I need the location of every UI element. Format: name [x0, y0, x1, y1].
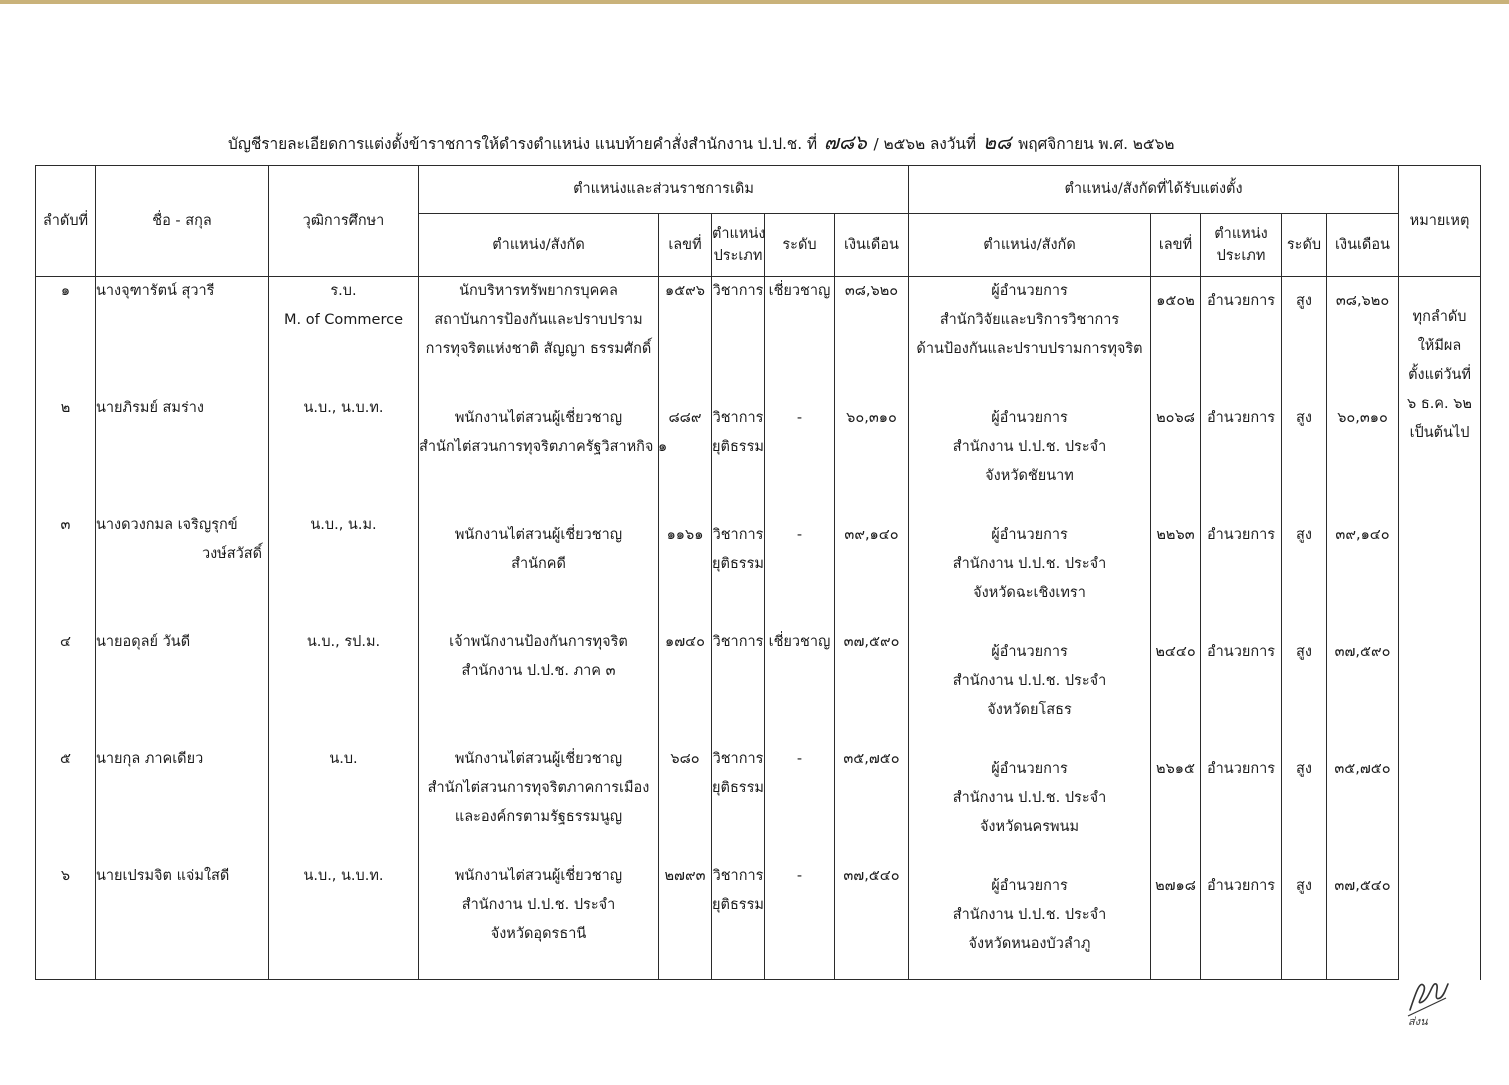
old-type-line2: ยุติธรรม — [712, 779, 764, 796]
person-name: นายกุล ภาคเดียว — [96, 750, 204, 767]
header-new-position: ตำแหน่ง/สังกัด — [909, 214, 1151, 277]
new-position-line3: จังหวัดยโสธร — [987, 701, 1072, 718]
order-number: ๗๘๖ — [823, 130, 867, 154]
education-cell — [269, 862, 419, 980]
new-level-cell — [1282, 277, 1327, 394]
remark-cell — [1399, 277, 1481, 980]
person-name: นายอดุลย์ วันดี — [96, 633, 191, 650]
seq-cell: ๑ — [36, 277, 96, 394]
new-position-line3: ด้านป้องกันและปราบปรามการทุจริต — [916, 341, 1143, 357]
old-salary-cell: ๓๕,๗๕๐ — [835, 745, 909, 862]
old-number-cell — [659, 511, 712, 628]
new-number-cell — [1151, 745, 1201, 862]
header-old-position: ตำแหน่ง/สังกัด — [419, 214, 659, 277]
old-level-cell: - — [765, 862, 835, 980]
old-type-cell — [712, 511, 765, 628]
new-position-cell — [909, 277, 1151, 394]
old-position-line2: สำนักไต่สวนการทุจริตภาครัฐวิสาหกิจ ๑ — [419, 438, 668, 455]
education: ร.บ. — [330, 283, 357, 299]
table-row — [36, 277, 1481, 394]
new-salary: ๓๘,๖๒๐ — [1335, 293, 1390, 309]
old-position-cell — [419, 745, 659, 862]
name-cell — [96, 862, 269, 980]
education-cell — [269, 628, 419, 745]
scan-edge — [0, 0, 1509, 4]
old-type-cell — [712, 277, 765, 394]
document-title — [228, 126, 1338, 158]
new-position-block — [909, 628, 1150, 725]
order-day: ๒๘ — [982, 130, 1012, 154]
new-position-cell — [909, 862, 1151, 980]
new-number-cell — [1151, 628, 1201, 745]
remark-line2: ให้มีผล — [1417, 338, 1462, 354]
old-number: ๘๘๙ — [668, 409, 702, 426]
old-type: วิชาการ — [712, 867, 764, 884]
education-cell — [269, 277, 419, 394]
remark-line4: ๖ ธ.ค. ๖๒ — [1407, 396, 1472, 412]
new-position-line2: สำนักงาน ป.ป.ช. ประจำ — [952, 672, 1107, 689]
new-number-cell — [1151, 277, 1201, 394]
new-level: สูง — [1296, 760, 1312, 777]
header-old-type: ตำแหน่งประเภท — [712, 214, 765, 277]
education: น.บ., น.บ.ท. — [303, 867, 384, 884]
new-type: อำนวยการ — [1206, 643, 1276, 660]
table-row — [36, 628, 1481, 745]
person-name: นางดวงกมล เจริญรุกข์ — [96, 516, 238, 533]
name-cell — [96, 511, 269, 628]
remark-line5: เป็นต้นไป — [1409, 425, 1470, 441]
table-row — [36, 394, 1481, 511]
old-position-line1: เจ้าพนักงานป้องกันการทุจริต — [449, 633, 628, 650]
header-seq: ลำดับที่ — [36, 166, 96, 277]
new-position-cell — [909, 745, 1151, 862]
seq-cell: ๒ — [36, 394, 96, 511]
old-type: วิชาการ — [712, 750, 764, 767]
header-old-group: ตำแหน่งและส่วนราชการเดิม — [419, 166, 909, 214]
new-salary: ๓๗,๕๔๐ — [1334, 877, 1391, 894]
old-type: วิชาการ — [712, 283, 764, 299]
table-row — [36, 862, 1481, 980]
new-number: ๒๗๑๘ — [1155, 877, 1196, 894]
education: น.บ., รป.ม. — [306, 633, 381, 650]
new-number: ๒๖๑๕ — [1156, 760, 1195, 777]
new-level: สูง — [1296, 293, 1312, 309]
title-month: พฤศจิกายน พ.ศ. ๒๕๖๒ — [1018, 135, 1175, 153]
new-position-line1: ผู้อำนวยการ — [991, 283, 1068, 299]
header-old-number: เลขที่ — [659, 214, 712, 277]
person-name: นายภิรมย์ สมร่าง — [96, 399, 204, 416]
new-position-line1: ผู้อำนวยการ — [991, 409, 1068, 426]
old-position-cell — [419, 511, 659, 628]
header-old-level: ระดับ — [765, 214, 835, 277]
new-type-cell — [1201, 394, 1282, 511]
old-position-line2: สำนักงาน ป.ป.ช. ภาค ๓ — [461, 662, 616, 679]
new-type: อำนวยการ — [1206, 409, 1276, 426]
title-text: บัญชีรายละเอียดการแต่งตั้งข้าราชการให้ดำรงตำแหน่ง แนบท้ายคำสั่งสำนักงาน ป.ป.ช. ที่ — [228, 135, 817, 153]
new-position-line1: ผู้อำนวยการ — [991, 760, 1068, 777]
new-position-block — [909, 394, 1150, 491]
remark-line3: ตั้งแต่วันที่ — [1408, 367, 1471, 383]
new-salary-cell — [1327, 745, 1399, 862]
new-type: อำนวยการ — [1206, 877, 1276, 894]
old-salary-cell: ๓๗,๕๔๐ — [835, 862, 909, 980]
new-position-cell — [909, 628, 1151, 745]
old-type: วิชาการ — [712, 526, 764, 543]
new-position-block — [909, 862, 1150, 959]
old-position-block — [419, 511, 658, 579]
old-type-line2: ยุติธรรม — [712, 896, 764, 913]
old-type: วิชาการ — [712, 409, 764, 426]
new-type-cell — [1201, 277, 1282, 394]
seq-cell: ๔ — [36, 628, 96, 745]
new-salary: ๓๕,๗๕๐ — [1334, 760, 1391, 777]
new-position-line2: สำนักงาน ป.ป.ช. ประจำ — [952, 789, 1107, 806]
new-position-line2: สำนักวิจัยและบริการวิชาการ — [939, 312, 1120, 328]
new-level-cell — [1282, 394, 1327, 511]
old-type-cell — [712, 628, 765, 745]
new-level: สูง — [1296, 409, 1312, 426]
old-type: วิชาการ — [712, 633, 764, 650]
table-row — [36, 511, 1481, 628]
old-number-cell: ๖๘๐ — [659, 745, 712, 862]
new-salary-cell — [1327, 394, 1399, 511]
old-position-cell — [419, 862, 659, 980]
new-salary-cell — [1327, 511, 1399, 628]
new-number: ๒๐๖๘ — [1156, 409, 1195, 426]
new-type: อำนวยการ — [1206, 293, 1276, 309]
old-position-line2: สำนักคดี — [511, 555, 566, 572]
new-position-block — [909, 511, 1150, 608]
old-level-cell: เชี่ยวชาญ — [765, 277, 835, 394]
header-old-salary: เงินเดือน — [835, 214, 909, 277]
table-row — [36, 745, 1481, 862]
new-salary-cell — [1327, 277, 1399, 394]
new-type-cell — [1201, 745, 1282, 862]
old-position-line1: พนักงานไต่สวนผู้เชี่ยวชาญ — [454, 750, 623, 767]
seq-cell: ๖ — [36, 862, 96, 980]
new-type-cell — [1201, 628, 1282, 745]
header-education: วุฒิการศึกษา — [269, 166, 419, 277]
old-position-line3: และองค์กรตามรัฐธรรมนูญ — [454, 808, 623, 825]
old-position-line1: นักบริหารทรัพยากรบุคคล — [459, 283, 618, 299]
new-level-cell — [1282, 511, 1327, 628]
old-number-cell: ๒๗๙๓ — [659, 862, 712, 980]
person-name: นางจุฑารัตน์ สุวารี — [96, 283, 215, 299]
appointment-table — [35, 165, 1481, 980]
old-type-line2: ยุติธรรม — [712, 438, 764, 455]
new-position-cell — [909, 394, 1151, 511]
new-position-line1: ผู้อำนวยการ — [991, 526, 1068, 543]
header-new-type: ตำแหน่งประเภท — [1201, 214, 1282, 277]
old-position-line1: พนักงานไต่สวนผู้เชี่ยวชาญ — [454, 526, 623, 543]
old-salary-cell — [835, 511, 909, 628]
education-line2: M. of Commerce — [283, 312, 404, 328]
new-position-line3: จังหวัดนครพนม — [979, 818, 1080, 835]
old-level-cell: - — [765, 745, 835, 862]
old-position-line2: สถาบันการป้องกันและปราบปราม — [434, 312, 643, 328]
header-remark: หมายเหตุ — [1399, 166, 1481, 277]
new-position-block — [909, 745, 1150, 842]
new-number-cell — [1151, 862, 1201, 980]
new-number: ๑๕๐๒ — [1156, 293, 1195, 309]
education-cell — [269, 745, 419, 862]
new-type: อำนวยการ — [1206, 760, 1276, 777]
new-level-cell — [1282, 628, 1327, 745]
old-number-cell: ๑๗๔๐ — [659, 628, 712, 745]
old-position-line1: พนักงานไต่สวนผู้เชี่ยวชาญ — [454, 409, 623, 426]
new-level: สูง — [1296, 877, 1312, 894]
person-name: นายเปรมจิต แจ่มใสดี — [96, 867, 230, 884]
header-new-group: ตำแหน่ง/สังกัดที่ได้รับแต่งตั้ง — [909, 166, 1399, 214]
signature — [1402, 972, 1452, 1032]
new-position-line2: สำนักงาน ป.ป.ช. ประจำ — [952, 438, 1107, 455]
header-new-salary: เงินเดือน — [1327, 214, 1399, 277]
new-number-cell — [1151, 511, 1201, 628]
old-type-block — [712, 394, 764, 462]
new-number: ๒๒๖๓ — [1156, 526, 1195, 543]
new-position-line3: จังหวัดชัยนาท — [985, 467, 1074, 484]
old-position-cell — [419, 277, 659, 394]
new-number-cell — [1151, 394, 1201, 511]
seq-cell: ๕ — [36, 745, 96, 862]
old-position-cell — [419, 394, 668, 511]
new-position-line2: สำนักงาน ป.ป.ช. ประจำ — [952, 555, 1107, 572]
old-salary: ๖๐,๓๑๐ — [846, 409, 897, 426]
old-level-cell: เชี่ยวชาญ — [765, 628, 835, 745]
new-salary: ๓๗,๕๙๐ — [1334, 643, 1391, 660]
old-salary: ๓๙,๑๔๐ — [844, 526, 899, 543]
old-level-cell — [765, 394, 835, 511]
new-type: อำนวยการ — [1206, 526, 1276, 543]
new-position-line1: ผู้อำนวยการ — [991, 877, 1068, 894]
new-level-cell — [1282, 745, 1327, 862]
title-year: / ๒๕๖๒ ลงวันที่ — [873, 135, 976, 153]
old-salary-cell — [835, 394, 909, 511]
remark-line1: ทุกลำดับ — [1412, 309, 1467, 325]
header-name: ชื่อ - สกุล — [96, 166, 269, 277]
old-position-line2: สำนักงาน ป.ป.ช. ประจำ — [461, 896, 616, 913]
header-new-level: ระดับ — [1282, 214, 1327, 277]
new-salary: ๖๐,๓๑๐ — [1337, 409, 1388, 426]
new-position-line1: ผู้อำนวยการ — [991, 643, 1068, 660]
remark-text — [1399, 277, 1480, 448]
new-salary-cell — [1327, 628, 1399, 745]
new-position-line3: จังหวัดฉะเชิงเทรา — [973, 584, 1086, 601]
old-type-line2: ยุติธรรม — [712, 555, 764, 572]
new-type-cell — [1201, 862, 1282, 980]
old-type-block — [712, 511, 764, 579]
seq-cell: ๓ — [36, 511, 96, 628]
name-cell — [96, 277, 269, 394]
old-number: ๑๑๖๑ — [666, 526, 704, 543]
new-number: ๒๔๔๐ — [1155, 643, 1196, 660]
person-name-line2: วงษ์สวัสดิ์ — [201, 545, 262, 562]
signature-text: ส่งน — [1408, 1015, 1428, 1028]
new-salary-cell — [1327, 862, 1399, 980]
name-cell — [96, 394, 269, 511]
new-position-cell — [909, 511, 1151, 628]
old-type-cell — [712, 394, 765, 511]
old-position-line1: พนักงานไต่สวนผู้เชี่ยวชาญ — [454, 867, 623, 884]
old-position-block — [419, 394, 668, 462]
old-position-line2: สำนักไต่สวนการทุจริตภาคการเมือง — [427, 779, 650, 796]
new-position-line3: จังหวัดหนองบัวลำภู — [968, 935, 1091, 952]
education-cell — [269, 511, 419, 628]
old-type-cell — [712, 745, 765, 862]
old-level: - — [796, 526, 803, 543]
name-cell — [96, 745, 269, 862]
old-number-cell: ๑๕๙๖ — [659, 277, 712, 394]
name-cell — [96, 628, 269, 745]
education: น.บ., น.บ.ท. — [303, 399, 384, 416]
new-level: สูง — [1296, 643, 1312, 660]
old-level-cell — [765, 511, 835, 628]
new-level: สูง — [1296, 526, 1312, 543]
old-position-line3: การทุจริตแห่งชาติ สัญญา ธรรมศักดิ์ — [425, 341, 652, 357]
old-position-cell — [419, 628, 659, 745]
new-position-line2: สำนักงาน ป.ป.ช. ประจำ — [952, 906, 1107, 923]
old-type-cell — [712, 862, 765, 980]
old-salary-cell: ๓๘,๖๒๐ — [835, 277, 909, 394]
education: น.บ. — [329, 750, 358, 767]
old-salary-cell: ๓๗,๕๙๐ — [835, 628, 909, 745]
new-salary: ๓๙,๑๔๐ — [1335, 526, 1390, 543]
education-cell — [269, 394, 419, 511]
old-position-line3: จังหวัดอุดรธานี — [490, 925, 587, 942]
header-new-number: เลขที่ — [1151, 214, 1201, 277]
education: น.บ., น.ม. — [310, 516, 377, 533]
new-type-cell — [1201, 511, 1282, 628]
new-level-cell — [1282, 862, 1327, 980]
old-level: - — [796, 409, 803, 426]
